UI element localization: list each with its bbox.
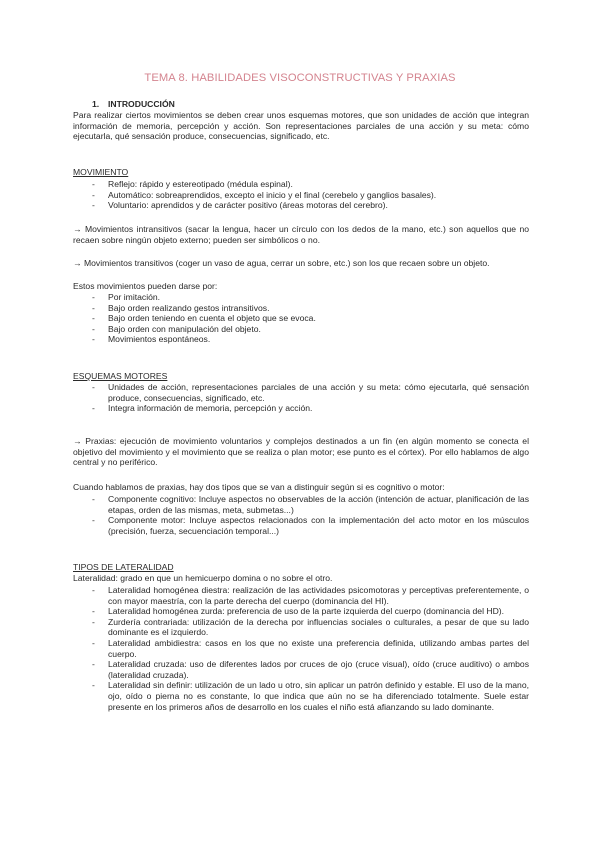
pueden-darse-paragraph: Estos movimientos pueden darse por: — [73, 281, 218, 291]
list-item: - Componente cognitivo: Incluye aspectos no observables de la acción (intención de actuar, planificación de las etapas, orden de las mismas, meta, submetas...) — [73, 494, 529, 515]
list-item: - Lateralidad cruzada: uso de diferentes lados por cruces de ojo (cruce visual), oído (cruce auditivo) o ambos (lateralidad cruzada). — [73, 659, 529, 680]
movimiento-list — [73, 179, 529, 211]
subheading-tipos-de-lateralidad: TIPOS DE LATERALIDAD — [73, 562, 174, 572]
lateralidad-list — [73, 585, 529, 712]
list-item: - Bajo orden realizando gestos intransitivos. — [73, 303, 529, 314]
subheading-esquemas-motores: ESQUEMAS MOTORES — [73, 371, 168, 381]
list-item: - Automático: sobreaprendidos, excepto el inicio y el final (cerebelo y ganglios basales). — [73, 190, 529, 201]
list-item: - Reflejo: rápido y estereotipado (médula espinal). — [73, 179, 529, 190]
list-item: - Integra información de memoria, percepción y acción. — [73, 403, 529, 414]
pueden-darse-list — [73, 292, 529, 345]
list-item: - Voluntario: aprendidos y de carácter positivo (áreas motoras del cerebro). — [73, 200, 529, 211]
page-title: TEMA 8. HABILIDADES VISOCONSTRUCTIVAS Y PRAXIAS — [144, 72, 456, 84]
intro-paragraph: Para realizar ciertos movimientos se deben crear unos esquemas motores, que son unidades de acción que integran información de memoria, percepción y acción. Son representaciones parciales de una acción y su meta: cómo ejecutarla, qué sensación produce, consecuencias, significado, etc. — [73, 110, 529, 142]
list-item: - Lateralidad homogénea diestra: realización de las actividades psicomotoras y perceptivas preferentemente, o con mayor maestría, con la parte derecha del cuerpo (dominancia del HI). — [73, 585, 529, 606]
esquemas-list — [73, 382, 529, 414]
list-item: - Bajo orden con manipulación del objeto. — [73, 324, 529, 335]
list-item: - Lateralidad ambidiestra: casos en los que no existe una preferencia definida, utilizando ambas partes del cuerpo. — [73, 638, 529, 659]
list-item: - Componente motor: Incluye aspectos relacionados con la implementación del acto motor en los músculos (precisión, fuerza, secuenciación temporal...) — [73, 515, 529, 536]
list-item: - Zurdería contrariada: utilización de la derecha por influencias sociales o culturales, a pesar de que su lado dominante es el izquierdo. — [73, 617, 529, 638]
subheading-movimiento: MOVIMIENTO — [73, 167, 129, 177]
section-heading-text: INTRODUCCIÓN — [108, 99, 175, 109]
section-heading-introduccion — [92, 99, 175, 110]
intransitivos-paragraph: → Movimientos intransitivos (sacar la lengua, hacer un círculo con los dedos de la mano, etc.) son aquellos que no recaen sobre ningún objeto externo; pueden ser simbólicos o no. — [73, 224, 529, 245]
list-item: - Lateralidad sin definir: utilización de un lado u otro, sin aplicar un patrón definido y estable. El uso de la mano, ojo, oído o pierna no es constante, lo que indica que aún no se ha diferenciado totalmente. Suele estar presente en los primeros años de desarrollo en los cuales el niño está afianzando su lado dominante. — [73, 680, 529, 712]
praxias-tipos-paragraph: Cuando hablamos de praxias, hay dos tipos que se van a distinguir según si es cognitivo o motor: — [73, 482, 445, 492]
praxias-list — [73, 494, 529, 536]
list-item: - Lateralidad homogénea zurda: preferencia de uso de la parte izquierda del cuerpo (dominancia del HD). — [73, 606, 529, 617]
list-item: - Unidades de acción, representaciones parciales de una acción y su meta: cómo ejecutarla, qué sensación produce, consecuencias, significado, etc. — [73, 382, 529, 403]
list-item: - Bajo orden teniendo en cuenta el objeto que se evoca. — [73, 313, 529, 324]
list-item: - Por imitación. — [73, 292, 529, 303]
list-item: - Movimientos espontáneos. — [73, 334, 529, 345]
section-number: 1. — [92, 99, 100, 109]
praxias-paragraph: → Praxias: ejecución de movimiento voluntarios y complejos destinados a un fin (en algún momento se conecta el objetivo del movimiento y el movimiento que se realiza o plan motor; ese punto es el córtex). Por ello hablamos de algo central y no periférico. — [73, 436, 529, 468]
lateralidad-definition: Lateralidad: grado en que un hemicuerpo domina o no sobre el otro. — [73, 573, 333, 583]
transitivos-paragraph: → Movimientos transitivos (coger un vaso de agua, cerrar un sobre, etc.) son los que recaen sobre un objeto. — [73, 258, 490, 268]
